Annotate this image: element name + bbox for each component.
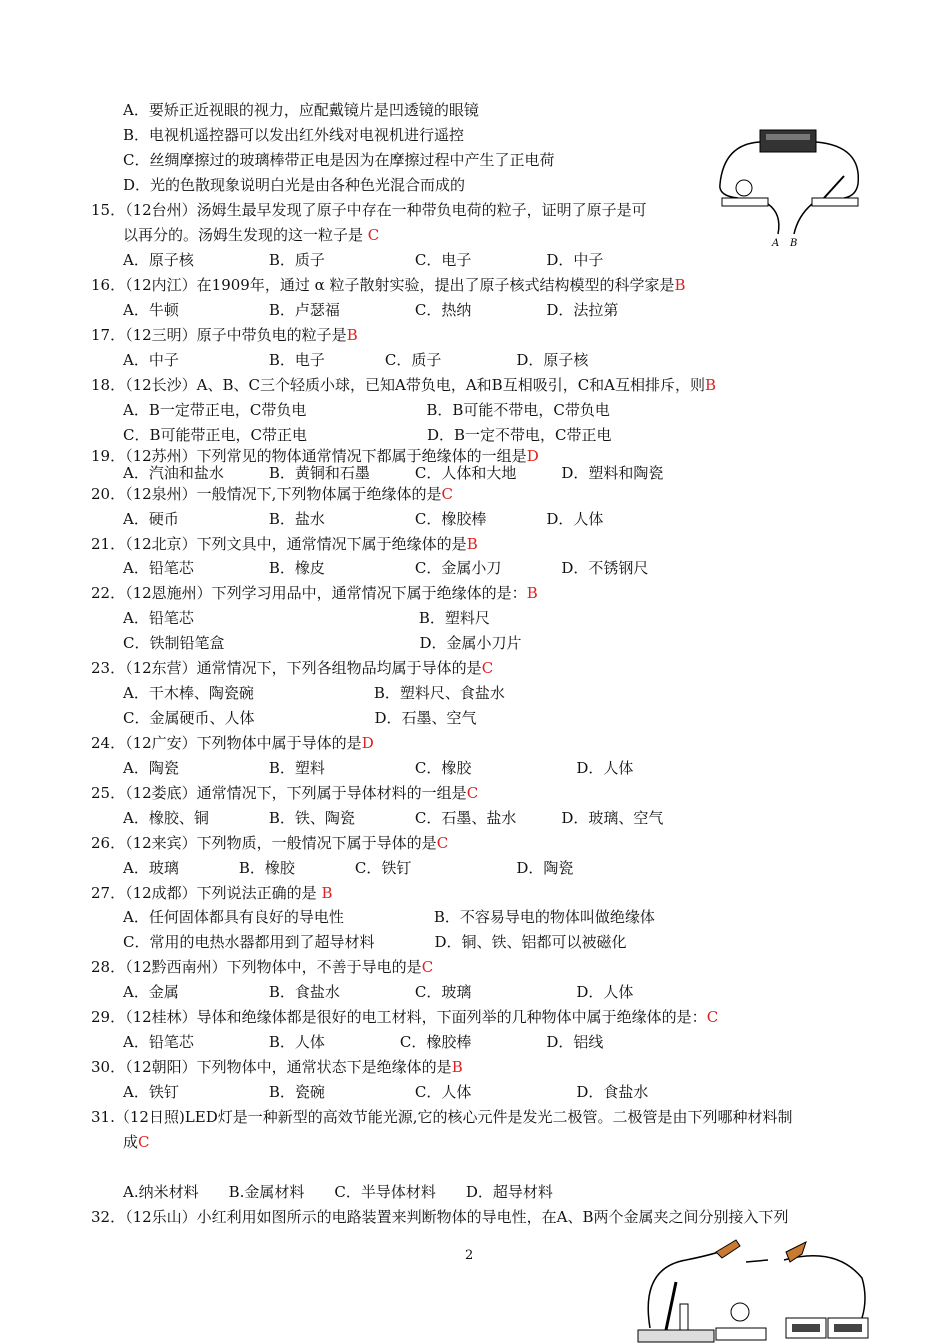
option-line bbox=[123, 151, 554, 169]
option-line bbox=[123, 759, 633, 777]
bulb bbox=[736, 180, 752, 196]
line-text: 23．（12东营）通常情况下，下列各组物品均属于导体的是 bbox=[91, 659, 482, 677]
line-text: A．任何固体都具有良好的导电性 B．不容易导电的物体叫做绝缘体 bbox=[123, 908, 655, 926]
clip-a bbox=[716, 1240, 740, 1258]
clip-label-a: A bbox=[772, 238, 780, 249]
line-text: A．铅笔芯 B．塑料尺 bbox=[123, 609, 490, 627]
answer-mark: D bbox=[526, 447, 539, 465]
line-text: 17．（12三明）原子中带负电的粒子是 bbox=[91, 326, 347, 344]
line-text: C．铁制铅笔盒 D．金属小刀片 bbox=[123, 634, 522, 652]
option-line bbox=[123, 933, 627, 951]
question-line bbox=[91, 201, 647, 219]
battery-box bbox=[760, 130, 816, 152]
question-line bbox=[91, 485, 453, 503]
line-text: A．金属 B．食盐水 C．玻璃 D．人体 bbox=[123, 983, 634, 1001]
line-text: A．陶瓷 B．塑料 C．橡胶 D．人体 bbox=[123, 759, 634, 777]
option-line bbox=[123, 1183, 553, 1201]
line-text: 29．（12桂林）导体和绝缘体都是很好的电工材料，下面列举的几种物体中属于绝缘体的是： bbox=[91, 1008, 707, 1026]
answer-mark: C bbox=[481, 659, 494, 677]
line-text: A．要矫正近视眼的视力，应配戴镜片是凹透镜的眼镜 bbox=[123, 101, 479, 119]
answer-mark: D bbox=[361, 734, 374, 752]
bulb-2 bbox=[731, 1303, 749, 1321]
question-line bbox=[91, 584, 538, 602]
clip-label-b: B bbox=[790, 238, 798, 249]
clip-b bbox=[786, 1242, 806, 1262]
option-line bbox=[123, 634, 522, 652]
option-line bbox=[123, 908, 655, 926]
question-line bbox=[91, 1208, 789, 1226]
line-text: A．中子 B．电子 C．质子 D．原子核 bbox=[123, 351, 589, 369]
line-text: 32．（12乐山）小红利用如图所示的电路装置来判断物体的导电性，在A、B两个金属夹之间分别接入下列 bbox=[91, 1208, 789, 1226]
question-line bbox=[91, 376, 716, 394]
line-text: A．汽油和盐水 B．黄铜和石墨 C．人体和大地 D．塑料和陶瓷 bbox=[123, 464, 664, 482]
page-number: 2 bbox=[465, 1248, 474, 1263]
line-text: B．电视机遥控器可以发出红外线对电视机进行遥控 bbox=[123, 126, 465, 144]
answer-mark: B bbox=[674, 276, 686, 294]
option-line bbox=[123, 983, 633, 1001]
circuit-figure-2 bbox=[636, 1238, 872, 1344]
question-line bbox=[91, 734, 374, 752]
line-text: A．干木棒、陶瓷碗 B．塑料尺、食盐水 bbox=[123, 684, 505, 702]
option-line bbox=[123, 709, 477, 727]
line-text: 20．（12泉州）一般情况下,下列物体属于绝缘体的是 bbox=[91, 485, 442, 503]
line-text: A.纳米材料 B.金属材料 C．半导体材料 D．超导材料 bbox=[123, 1183, 553, 1201]
line-text: 28．（12黔西南州）下列物体中，不善于导电的是 bbox=[91, 958, 422, 976]
line-text: A．玻璃 B．橡胶 C．铁钉 D．陶瓷 bbox=[123, 859, 574, 877]
answer-mark: B bbox=[346, 326, 358, 344]
line-text: 31.（12日照)LED灯是一种新型的高效节能光源,它的核心元件是发光二极管。二极管是由下列哪种材料制 bbox=[91, 1108, 793, 1126]
line-text: 以再分的。汤姆生发现的这一粒子是 bbox=[123, 226, 368, 244]
line-text: A．铅笔芯 B．橡皮 C．金属小刀 D．不锈钢尺 bbox=[123, 559, 649, 577]
line-text: 15．（12台州）汤姆生最早发现了原子中存在一种带负电荷的粒子，证明了原子是可 bbox=[91, 201, 647, 219]
option-line bbox=[123, 301, 618, 319]
option-line bbox=[123, 684, 505, 702]
option-line bbox=[123, 176, 465, 194]
option-line bbox=[123, 401, 610, 419]
answer-mark: B bbox=[451, 1058, 463, 1076]
line-text: 30．（12朝阳）下列物体中，通常状态下是绝缘体的是 bbox=[91, 1058, 452, 1076]
bulb-base bbox=[722, 198, 768, 206]
answer-mark: C bbox=[441, 485, 453, 503]
line-text: 25．（12娄底）通常情况下，下列属于导体材料的一组是 bbox=[91, 784, 467, 802]
option-line bbox=[123, 559, 648, 577]
question-line bbox=[91, 447, 539, 465]
question-line bbox=[91, 535, 478, 553]
question-line bbox=[91, 784, 478, 802]
answer-mark: B bbox=[466, 535, 478, 553]
switch-base bbox=[812, 198, 858, 206]
question-line bbox=[91, 834, 448, 852]
answer-mark: B bbox=[705, 376, 717, 394]
line-text: C．B可能带正电，C带正电 D．B一定不带电，C带正电 bbox=[123, 426, 612, 444]
question-line bbox=[91, 958, 433, 976]
option-line bbox=[123, 809, 663, 827]
line-text: A．原子核 B．质子 C．电子 D．中子 bbox=[123, 251, 604, 269]
question-line bbox=[91, 884, 332, 902]
line-text: 19．（12苏州）下列常见的物体通常情况下都属于绝缘体的一组是 bbox=[91, 447, 527, 465]
line-text: D．光的色散现象说明白光是由各种色光混合而成的 bbox=[123, 176, 466, 194]
option-line bbox=[123, 1083, 648, 1101]
option-line bbox=[123, 1033, 603, 1051]
circuit-figure-1 bbox=[712, 124, 872, 250]
answer-mark: B bbox=[526, 584, 538, 602]
answer-mark: C bbox=[706, 1008, 719, 1026]
line-text: A．铁钉 B．瓷碗 C．人体 D．食盐水 bbox=[123, 1083, 649, 1101]
question-line bbox=[91, 1058, 463, 1076]
option-line bbox=[123, 1133, 150, 1151]
line-text: A．硬币 B．盐水 C．橡胶棒 D．人体 bbox=[123, 510, 604, 528]
line-text: A．铅笔芯 B．人体 C．橡胶棒 D．铝线 bbox=[123, 1033, 604, 1051]
line-text: 27．（12成都）下列说法正确的是 bbox=[91, 884, 322, 902]
option-line bbox=[123, 426, 612, 444]
answer-mark: C bbox=[421, 958, 434, 976]
line-text: C．金属硬币、人体 D．石墨、空气 bbox=[123, 709, 477, 727]
question-line bbox=[91, 1108, 793, 1126]
answer-mark: C bbox=[466, 784, 479, 802]
circuit-wire-2 bbox=[648, 1248, 730, 1328]
bulb-base-2 bbox=[716, 1328, 766, 1340]
option-line bbox=[123, 226, 379, 244]
answer-mark: C bbox=[367, 226, 380, 244]
option-line bbox=[123, 510, 603, 528]
line-text: C．丝绸摩擦过的玻璃棒带正电是因为在摩擦过程中产生了正电荷 bbox=[123, 151, 555, 169]
question-line bbox=[91, 659, 493, 677]
line-text: C．常用的电热水器都用到了超导材料 D．铜、铁、铝都可以被磁化 bbox=[123, 933, 627, 951]
question-line bbox=[91, 1008, 718, 1026]
answer-mark: C bbox=[138, 1133, 150, 1151]
line-text: A．橡胶、铜 B．铁、陶瓷 C．石墨、盐水 D．玻璃、空气 bbox=[123, 809, 664, 827]
line-text: 16．（12内江）在1909年，通过 α 粒子散射实验，提出了原子核式结构模型的科学家是 bbox=[91, 276, 675, 294]
line-text: 26．（12来宾）下列物质，一般情况下属于导体的是 bbox=[91, 834, 437, 852]
question-line bbox=[91, 326, 358, 344]
option-line bbox=[123, 101, 479, 119]
line-text: 21．（12北京）下列文具中，通常情况下属于绝缘体的是 bbox=[91, 535, 467, 553]
answer-mark: B bbox=[321, 884, 333, 902]
option-line bbox=[123, 126, 464, 144]
line-text: 22．（12恩施州）下列学习用品中，通常情况下属于绝缘体的是： bbox=[91, 584, 527, 602]
option-line bbox=[123, 464, 663, 482]
line-text: 18．（12长沙）A、B、C三个轻质小球，已知A带负电，A和B互相吸引，C和A互相排斥，则 bbox=[91, 376, 706, 394]
line-text: 24．（12广安）下列物体中属于导体的是 bbox=[91, 734, 362, 752]
base-board bbox=[638, 1330, 714, 1342]
question-line bbox=[91, 276, 686, 294]
option-line bbox=[123, 609, 490, 627]
option-line bbox=[123, 859, 573, 877]
line-text: 成 bbox=[123, 1133, 139, 1151]
line-text: A．B一定带正电，C带负电 B．B可能不带电，C带负电 bbox=[123, 401, 610, 419]
answer-mark: C bbox=[436, 834, 449, 852]
line-text: A．牛顿 B．卢瑟福 C．热纳 D．法拉第 bbox=[123, 301, 619, 319]
option-line bbox=[123, 351, 588, 369]
option-line bbox=[123, 251, 603, 269]
